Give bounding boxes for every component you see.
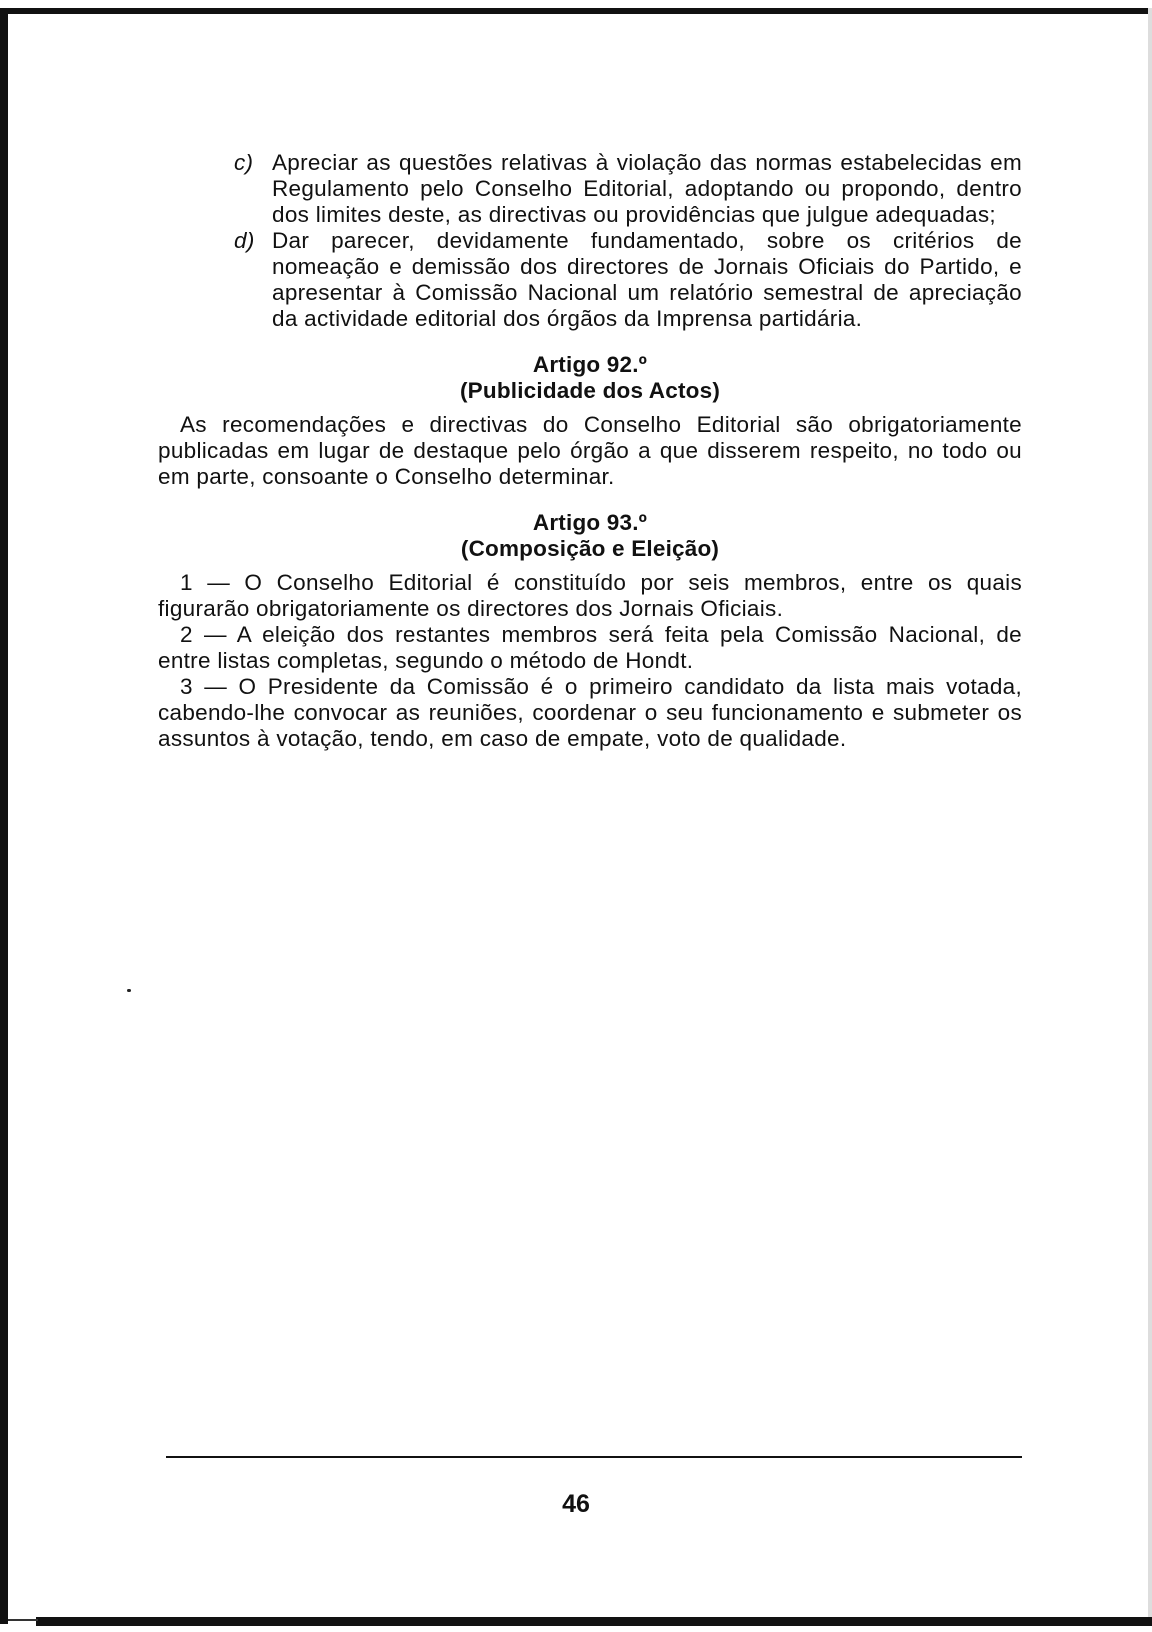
footer-rule <box>166 1456 1022 1458</box>
article-93-paragraph-1: 1 — O Conselho Editorial é constituído por seis membros, entre os quais figurarão obrigatoriamente os directores dos Jornais Oficiais. <box>158 570 1022 621</box>
article-93-title: (Composição e Eleição) <box>460 536 720 561</box>
list-item-text: Apreciar as questões relativas à violação das normas estabelecidas em Regulamento pelo Conselho Editorial, adoptando ou propondo, dentro dos limites deste, as directivas ou providências que julgue adequadas; <box>272 150 1022 227</box>
article-93-paragraph-3: 3 — O Presidente da Comissão é o primeiro candidato da lista mais votada, cabendo-lhe convocar as reuniões, coordenar o seu funcionamento e submeter os assuntos à votação, tendo, em caso de empate, voto de qualidade. <box>158 674 1022 751</box>
scan-border-bottom <box>36 1617 1152 1626</box>
scan-speck <box>127 989 131 992</box>
article-93-paragraph-2: 2 — A eleição dos restantes membros será feita pela Comissão Nacional, de entre listas completas, segundo o método de Hondt. <box>158 622 1022 673</box>
article-92-body: As recomendações e directivas do Conselho Editorial são obrigatoriamente publicadas em lugar de destaque pelo órgão a que disserem respeito, no todo ou em parte, consoante o Conselho determinar. <box>158 412 1022 489</box>
list-item-d <box>234 228 1022 332</box>
scan-border-left <box>0 8 8 1624</box>
list-item-marker: d) <box>234 228 255 253</box>
scan-border-right <box>1148 8 1152 1624</box>
page-content <box>158 150 1022 752</box>
scan-border-top <box>0 8 1152 14</box>
article-92-title: (Publicidade dos Actos) <box>459 378 721 403</box>
article-92-number: Artigo 92.º <box>532 352 648 377</box>
list-item-c <box>234 150 1022 228</box>
list-item-text: Dar parecer, devidamente fundamentado, sobre os critérios de nomeação e demissão dos directores de Jornais Oficiais do Partido, e apresentar à Comissão Nacional um relatório semestral de apreciação da actividade editorial dos órgãos da Imprensa partidária. <box>272 228 1022 331</box>
list-item-marker: c) <box>234 150 254 175</box>
page-number: 46 <box>562 1490 590 1518</box>
article-93-number: Artigo 93.º <box>532 510 648 535</box>
article-92 <box>158 352 1022 490</box>
scan-border-bottom-tail <box>8 1619 38 1621</box>
article-93 <box>158 510 1022 752</box>
